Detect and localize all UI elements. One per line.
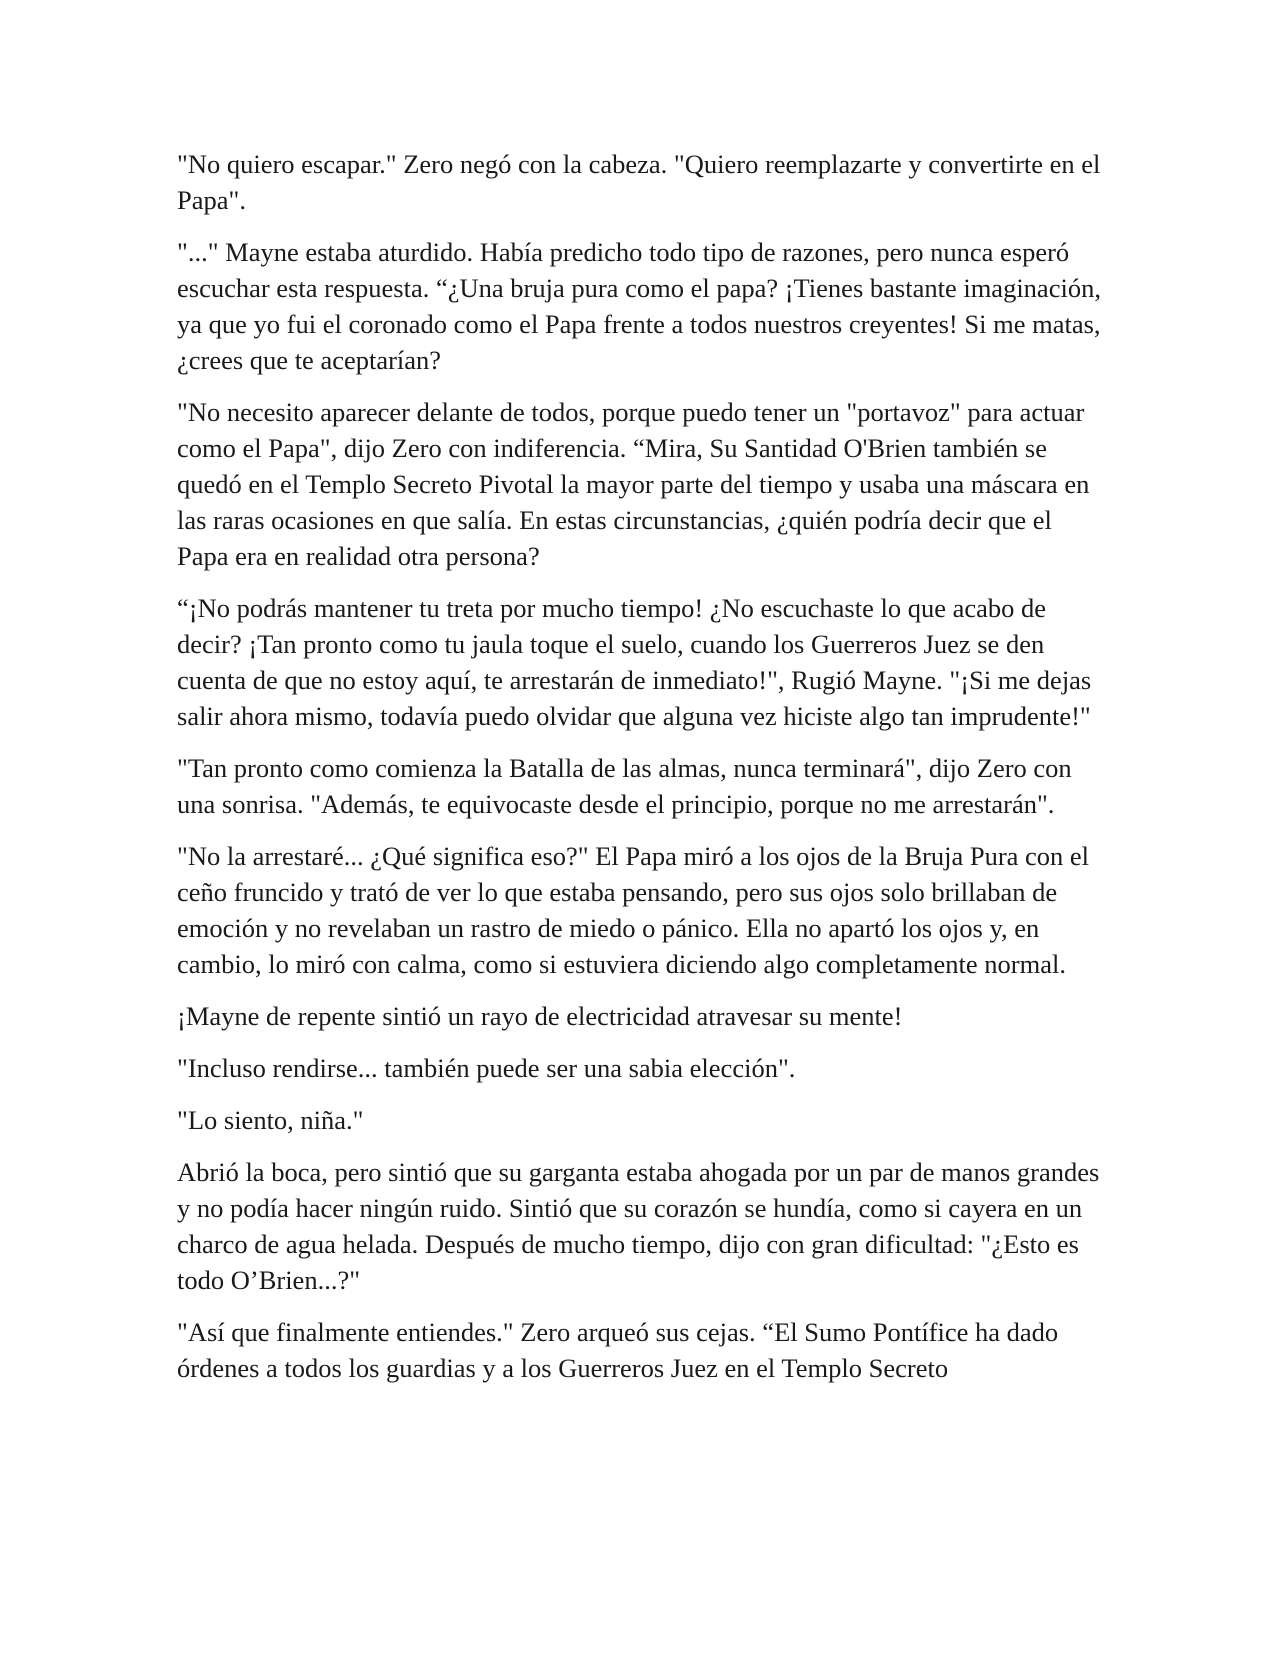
paragraph-1: "No quiero escapar." Zero negó con la cabeza. "Quiero reemplazarte y convertirte en el Papa". xyxy=(177,149,1101,215)
paragraph-4: “¡No podrás mantener tu treta por mucho tiempo! ¿No escuchaste lo que acabo de decir? ¡Tan pronto como tu jaula toque el suelo, cuando los Guerreros Juez se den cuenta de que no estoy aquí, te arrestarán de inmediato!", Rugió Mayne. "¡Si me dejas salir ahora mismo, todavía puedo olvidar que alguna vez hiciste algo tan imprudente!" xyxy=(177,593,1092,731)
paragraph-3: "No necesito aparecer delante de todos, porque puedo tener un "portavoz" para actuar como el Papa", dijo Zero con indiferencia. “Mira, Su Santidad O'Brien también se quedó en el Templo Secreto Pivotal la mayor parte del tiempo y usaba una máscara en las raras ocasiones en que salía. En estas circunstancias, ¿quién podría decir que el Papa era en realidad otra persona? xyxy=(177,397,1090,571)
paragraph-9: "Lo siento, niña." xyxy=(177,1105,364,1135)
paragraph-8: "Incluso rendirse... también puede ser una sabia elección". xyxy=(177,1053,796,1083)
paragraph-6: "No la arrestaré... ¿Qué significa eso?" El Papa miró a los ojos de la Bruja Pura con el ceño fruncido y trató de ver lo que estaba pensando, pero sus ojos solo brillaban de emoción y no revelaban un rastro de miedo o pánico. Ella no apartó los ojos y, en cambio, lo miró con calma, como si estuviera diciendo algo completamente normal. xyxy=(177,841,1090,979)
paragraph-11: "Así que finalmente entiendes." Zero arqueó sus cejas. “El Sumo Pontífice ha dado órdenes a todos los guardias y a los Guerreros Juez en el Templo Secreto xyxy=(177,1317,1059,1383)
document-page xyxy=(177,146,1107,1402)
paragraph-2: "..." Mayne estaba aturdido. Había predicho todo tipo de razones, pero nunca esperó escuchar esta respuesta. “¿Una bruja pura como el papa? ¡Tienes bastante imaginación, ya que yo fui el coronado como el Papa frente a todos nuestros creyentes! Si me matas, ¿crees que te aceptarían? xyxy=(177,237,1101,375)
paragraph-5: "Tan pronto como comienza la Batalla de las almas, nunca terminará", dijo Zero con una sonrisa. "Además, te equivocaste desde el principio, porque no me arrestarán". xyxy=(177,753,1072,819)
paragraph-10: Abrió la boca, pero sintió que su garganta estaba ahogada por un par de manos grandes y no podía hacer ningún ruido. Sintió que su corazón se hundía, como si cayera en un charco de agua helada. Después de mucho tiempo, dijo con gran dificultad: "¿Esto es todo O’Brien...?" xyxy=(177,1157,1100,1295)
paragraph-7: ¡Mayne de repente sintió un rayo de electricidad atravesar su mente! xyxy=(177,1001,903,1031)
